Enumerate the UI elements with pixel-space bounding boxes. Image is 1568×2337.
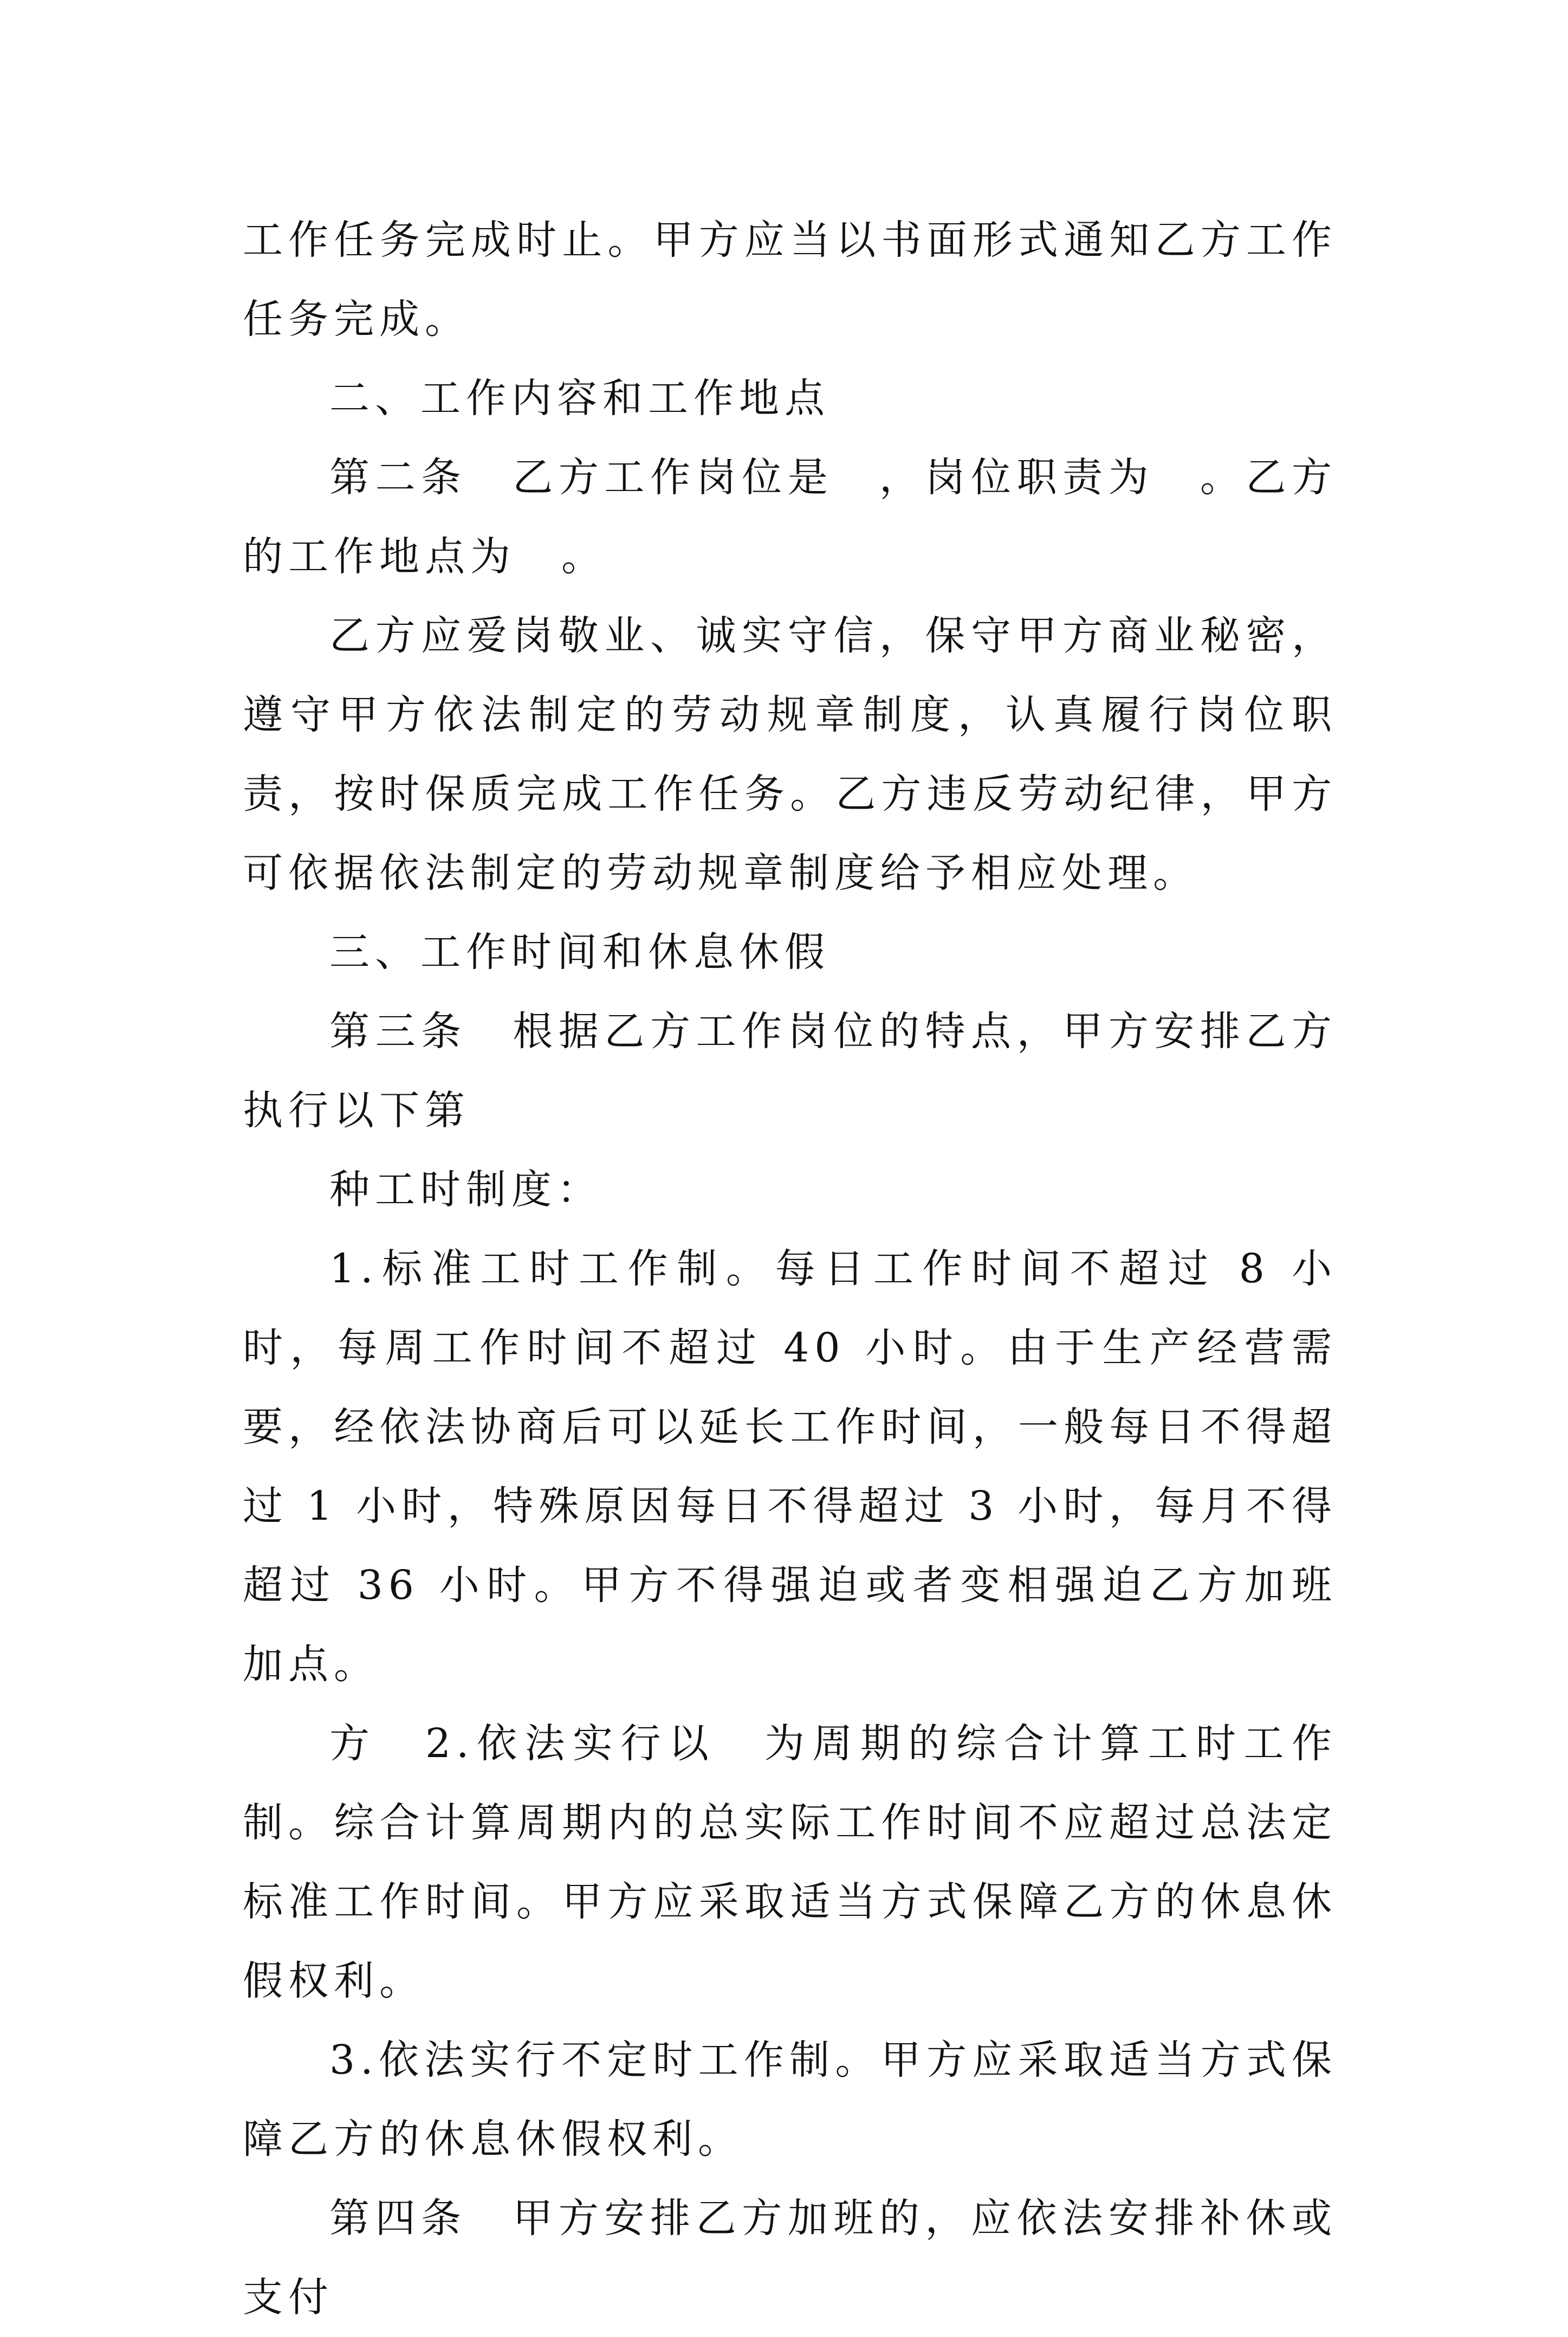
duties-paragraph: 乙方应爱岗敬业、诚实守信，保守甲方商业秘密，遵守甲方依法制定的劳动规章制度，认真履行岗位职责，按时保质完成工作任务。乙方违反劳动纪律，甲方可依据依法制定的劳动规章制度给予相应处理。 — [243, 612, 1337, 896]
section-heading-work-content: 二、工作内容和工作地点 — [329, 375, 830, 422]
flexible-hours-paragraph: 3.依法实行不定时工作制。甲方应采取适当方式保障乙方的休息休假权利。 — [243, 2037, 1337, 2162]
comprehensive-hours-paragraph: 方 2.依法实行以 为周期的综合计算工时工作制。综合计算周期内的总实际工作时间不应超过总法定标准工作时间。甲方应采取适当方式保障乙方的休息休假权利。 — [243, 1720, 1337, 2004]
article-3-paragraph: 第三条 根据乙方工作岗位的特点，甲方安排乙方执行以下第 — [243, 1008, 1337, 1134]
section-heading-working-hours: 三、工作时间和休息休假 — [329, 929, 830, 976]
standard-hours-paragraph: 1.标准工时工作制。每日工作时间不超过 8 小时，每周工作时间不超过 40 小时。由于生产经营需要，经依法协商后可以延长工作时间，一般每日不得超过 1 小时，特殊原因每日不得超过 3 小时，每月不得超过 36 小时。甲方不得强迫或者变相强迫乙方加班加点。 — [243, 1245, 1337, 1688]
paragraph-task-completion: 工作任务完成时止。甲方应当以书面形式通知乙方工作任务完成。 — [243, 217, 1337, 343]
contract-text-body — [243, 201, 1337, 2337]
working-hours-system-line: 种工时制度： — [329, 1166, 602, 1213]
article-4-paragraph: 第四条 甲方安排乙方加班的，应依法安排补休或支付 — [243, 2195, 1337, 2321]
article-2-paragraph: 第二条 乙方工作岗位是 ，岗位职责为 。乙方的工作地点为 。 — [243, 454, 1337, 580]
